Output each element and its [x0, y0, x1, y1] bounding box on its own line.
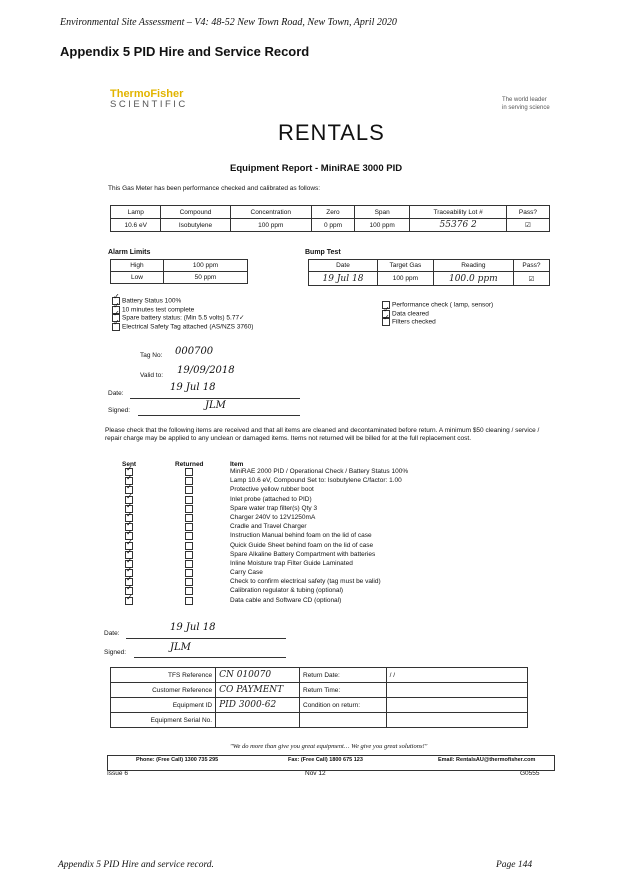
cal-header: Concentration — [230, 206, 311, 219]
cal-header: Traceability Lot # — [410, 206, 507, 219]
cal-header: Compound — [161, 206, 230, 219]
email: Email: RentalsAU@thermofisher.com — [438, 757, 536, 763]
col-returned: Returned — [175, 461, 204, 468]
check-performance: Performance check ( lamp, sensor) — [382, 301, 493, 310]
logo-subtext: SCIENTIFIC — [110, 99, 188, 110]
ref-cell: Condition on return: — [300, 698, 387, 713]
table-row — [111, 698, 528, 713]
returned-checkbox — [185, 569, 193, 577]
tag-value: 000700 — [175, 346, 214, 357]
item-label: Data cable and Software CD (optional) — [230, 596, 342, 604]
alarm-table: High 100 ppm Low 50 ppm — [110, 259, 248, 284]
bump-value: 100.0 ppm — [433, 272, 513, 286]
returned-checkbox — [185, 514, 193, 522]
date-code: Nov 12 — [305, 770, 326, 777]
returned-checkbox — [185, 597, 193, 605]
form-code: G0555 — [520, 770, 540, 777]
calibration-table — [110, 205, 550, 232]
ref-cell: CO PAYMENT — [216, 683, 300, 698]
cal-header: Pass? — [506, 206, 549, 219]
returned-checkbox — [185, 542, 193, 550]
bump-table — [308, 259, 550, 286]
tag-label: Tag No: — [140, 352, 163, 359]
signature: JLM — [205, 400, 226, 411]
bump-value: 19 Jul 18 — [309, 272, 378, 286]
valid-label: Valid to: — [140, 372, 164, 379]
check-filters: ✓Filters checked — [382, 318, 493, 327]
ref-cell: TFS Reference — [111, 668, 216, 683]
ref-cell: Equipment ID — [111, 698, 216, 713]
item-label: Quick Guide Sheet behind foam on the lid of case — [230, 541, 374, 549]
bump-header: Pass? — [513, 260, 549, 272]
alarm-title: Alarm Limits — [108, 249, 151, 256]
returned-checkbox — [185, 532, 193, 540]
tagline: The world leader in serving science — [502, 97, 550, 111]
check-test: ✓10 minutes test complete — [112, 306, 253, 315]
issue: Issue 6 — [107, 770, 128, 777]
ref-cell: Equipment Serial No. — [111, 713, 216, 728]
cal-header: Zero — [311, 206, 354, 219]
ref-cell: Customer Reference — [111, 683, 216, 698]
item-label: Calibration regulator & tubing (optional) — [230, 587, 344, 595]
returned-checkbox — [185, 505, 193, 513]
footer-page: Page 144 — [496, 860, 533, 870]
ref-cell: CN 010070 — [216, 668, 300, 683]
date2-label: Date: — [104, 630, 120, 637]
appendix-title: Appendix 5 PID Hire and Service Record — [60, 44, 310, 59]
cal-value: 10.6 eV — [111, 219, 161, 232]
running-header: Environmental Site Assessment – V4: 48-52 New Town Road, New Town, April 2020 — [60, 17, 397, 28]
signed-line — [138, 415, 300, 416]
item-label: Spare water trap filter(s) Qty 3 — [230, 504, 318, 512]
date-label: Date: — [108, 390, 124, 397]
reference-table — [110, 667, 528, 728]
cal-value: 100 ppm — [230, 219, 311, 232]
checks-right — [382, 301, 493, 327]
check-spare-battery: ✓Spare battery status: (Min 5.5 volts) 5.77✓ — [112, 314, 253, 323]
logo-text: ThermoFisher — [110, 88, 184, 100]
returned-checkbox — [185, 523, 193, 531]
cal-header: Span — [354, 206, 409, 219]
notice: Please check that the following items are received and that all items are cleaned and decontaminated before return. A minimum $50 cleaning / service / repair charge may be applied to any unclean or damaged items. Items not returned will be billed for at the full replacement cost. — [105, 427, 540, 442]
ref-cell — [300, 713, 387, 728]
item-label: Inlet probe (attached to PID) — [230, 495, 312, 503]
cal-value: 0 ppm — [311, 219, 354, 232]
ref-cell — [386, 698, 527, 713]
slogan: "We do more than give you great equipment… We give you great solutions!" — [230, 743, 428, 750]
col-sent: Sent — [122, 461, 137, 468]
col-item: Item — [230, 461, 244, 468]
item-label: Carry Case — [230, 569, 263, 577]
cal-value: ☑ — [506, 219, 549, 232]
check-safety-tag: ✓Electrical Safety Tag attached (AS/NZS 3760) — [112, 323, 253, 332]
scanned-form — [100, 82, 560, 782]
form-heading: RENTALS — [278, 120, 385, 145]
checks-left — [112, 297, 253, 332]
cal-value: Isobutylene — [161, 219, 230, 232]
table-row — [111, 668, 528, 683]
ref-cell: Return Time: — [300, 683, 387, 698]
returned-checkbox — [185, 551, 193, 559]
returned-checkbox — [185, 486, 193, 494]
cal-value: 100 ppm — [354, 219, 409, 232]
ref-cell: PID 3000-62 — [216, 698, 300, 713]
table-row — [111, 683, 528, 698]
item-label: MiniRAE 2000 PID / Operational Check / Battery Status 100% — [230, 468, 409, 475]
form-subheading: Equipment Report - MiniRAE 3000 PID — [230, 163, 403, 174]
item-label: Cradle and Travel Charger — [230, 523, 307, 531]
bump-title: Bump Test — [305, 249, 341, 256]
date2-value: 19 Jul 18 — [170, 622, 216, 633]
contact-bar — [107, 755, 555, 771]
item-label: Inline Moisture trap Filter Guide Laminated — [230, 559, 353, 567]
returned-checkbox — [185, 560, 193, 568]
ref-cell — [386, 683, 527, 698]
table-row — [111, 713, 528, 728]
phone: Phone: (Free Call) 1300 735 295 — [136, 757, 219, 763]
bump-header: Date — [309, 260, 378, 272]
ref-cell: / / — [386, 668, 527, 683]
valid-value: 19/09/2018 — [177, 365, 235, 376]
item-label: Instruction Manual behind foam on the lid of case — [230, 532, 372, 540]
returned-checkbox — [185, 468, 193, 476]
date2-line — [126, 638, 286, 639]
returned-checkbox — [185, 477, 193, 485]
cal-header: Lamp — [111, 206, 161, 219]
item-label: Lamp 10.6 eV, Compound Set to: Isobutylene C/factor: 1.00 — [230, 477, 402, 485]
bump-header: Target Gas — [377, 260, 433, 272]
signed2-line — [134, 657, 286, 658]
footer-left: Appendix 5 PID Hire and service record. — [58, 860, 214, 870]
returned-checkbox — [185, 496, 193, 504]
performance-note: This Gas Meter has been performance checked and calibrated as follows: — [108, 185, 321, 192]
bump-value: ☑ — [513, 272, 549, 286]
ref-cell — [216, 713, 300, 728]
item-label: Check to confirm electrical safety (tag must be valid) — [230, 578, 381, 586]
date-value: 19 Jul 18 — [170, 382, 216, 393]
item-label: Protective yellow rubber boot — [230, 486, 314, 494]
bump-header: Reading — [433, 260, 513, 272]
ref-cell: Return Date: — [300, 668, 387, 683]
fax: Fax: (Free Call) 1800 675 123 — [288, 757, 363, 763]
item-label: Charger 240V to 12V1250mA — [230, 513, 316, 521]
date-line — [130, 398, 300, 399]
sent-checkbox — [125, 597, 133, 605]
signature2: JLM — [170, 642, 191, 653]
cal-value: 55376 2 — [410, 219, 507, 232]
signed2-label: Signed: — [104, 649, 127, 656]
signed-label: Signed: — [108, 407, 131, 414]
item-label: Spare Alkaline Battery Compartment with batteries — [230, 550, 376, 558]
check-battery: ✓Battery Status 100% — [112, 297, 253, 306]
check-data: ✓Data cleared — [382, 310, 493, 319]
returned-checkbox — [185, 578, 193, 586]
returned-checkbox — [185, 587, 193, 595]
bump-value: 100 ppm — [377, 272, 433, 286]
ref-cell — [386, 713, 527, 728]
